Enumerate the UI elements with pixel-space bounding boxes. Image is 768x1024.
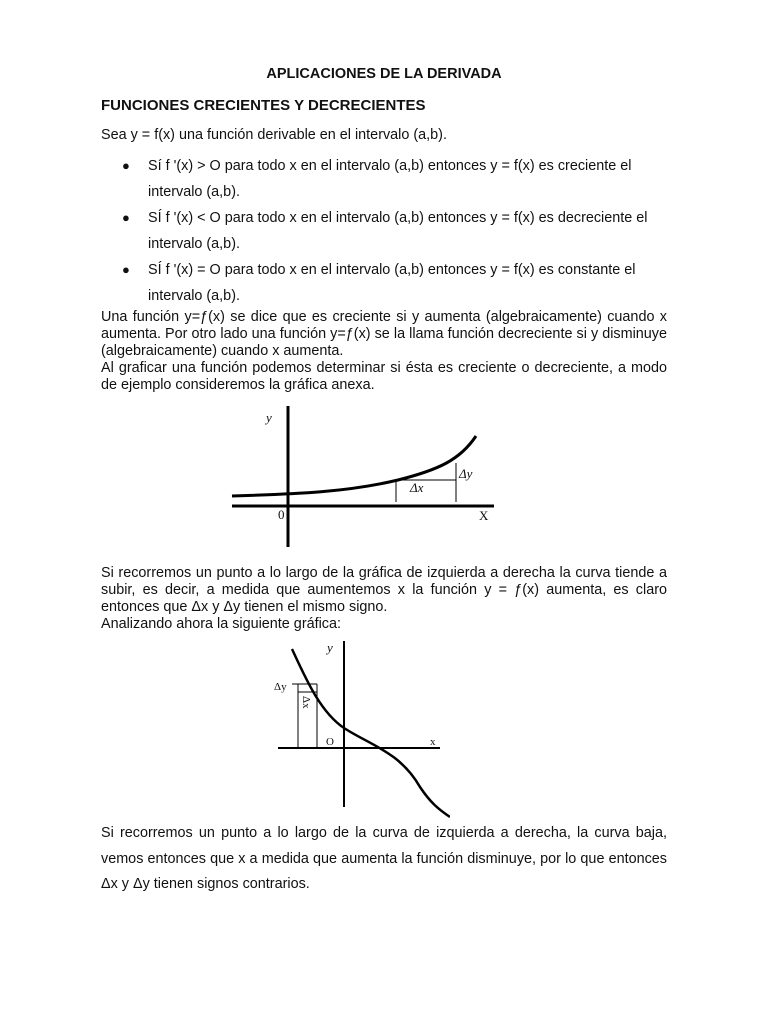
definition-paragraph: Una función y=ƒ(x) se dice que es creciente si y aumenta (algebraicamente) cuando x aumenta. Por otro lado una función y=ƒ(x) se la llama función decreciente si y disminuye (algebraicamente) cuando x aumenta. Al graficar una función podemos determinar si ésta es creciente o decreciente, a modo de ejemplo consideremos la gráfica anexa. — [101, 309, 667, 393]
origin-label: 0 — [278, 507, 285, 522]
intro-paragraph: Sea y = f(x) una función derivable en el intervalo (a,b). — [101, 127, 447, 143]
increasing-explanation: Si recorremos un punto a lo largo de la gráfica de izquierda a derecha la curva tiende a subir, es decir, a medida que aumentemos x la función y = ƒ(x) aumenta, es claro entonces que Δx y Δy tienen el mismo signo. Analizando ahora la siguiente gráfica: — [101, 565, 667, 632]
condition-list — [101, 153, 671, 309]
bullet-icon: ● — [122, 158, 130, 173]
bullet-icon: ● — [122, 262, 130, 277]
decreasing-function-figure — [270, 637, 450, 819]
increasing-curve — [232, 436, 476, 496]
bullet-icon: ● — [122, 210, 130, 225]
delta-y-label: Δy — [274, 681, 287, 693]
x-axis-label: x — [430, 736, 436, 748]
delta-x-label: Δx — [410, 480, 424, 495]
list-item — [101, 205, 671, 257]
delta-y-label: Δy — [459, 466, 473, 481]
list-item — [101, 257, 671, 309]
x-axis-label: X — [479, 508, 489, 523]
y-axis-label: y — [266, 410, 272, 425]
list-item-text: SÍ f '(x) < O para todo x en el intervalo (a,b) entonces y = f(x) es decreciente el intervalo (a,b). — [148, 210, 648, 252]
y-axis-label: y — [327, 640, 333, 655]
list-item-text: Sí f '(x) > O para todo x en el intervalo (a,b) entonces y = f(x) es creciente el intervalo (a,b). — [148, 158, 632, 200]
decreasing-curve — [292, 649, 450, 817]
origin-label: O — [326, 736, 334, 748]
list-item-text: SÍ f '(x) = O para todo x en el intervalo (a,b) entonces y = f(x) es constante el intervalo (a,b). — [148, 262, 636, 304]
list-item — [101, 153, 671, 205]
section-heading: FUNCIONES CRECIENTES Y DECRECIENTES — [101, 97, 426, 114]
delta-x-label: Δx — [300, 696, 312, 709]
increasing-function-figure — [228, 404, 500, 550]
decreasing-explanation: Si recorremos un punto a lo largo de la curva de izquierda a derecha, la curva baja, vemos entonces que x a medida que aumenta la función disminuye, por lo que entonces Δx y Δy tienen signos contrarios. — [101, 825, 667, 892]
document-title: APLICACIONES DE LA DERIVADA — [266, 66, 502, 82]
